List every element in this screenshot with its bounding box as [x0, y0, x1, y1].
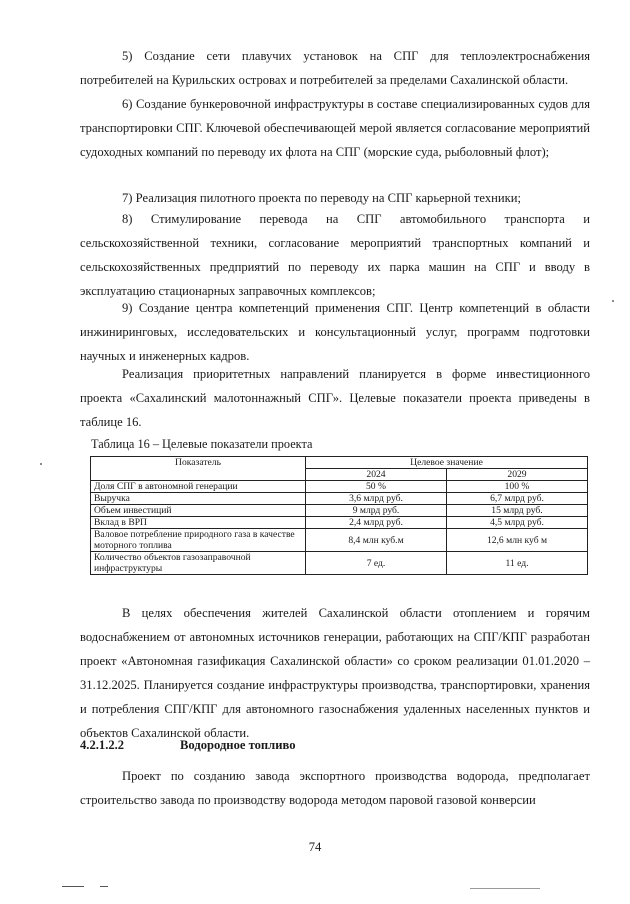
- paragraph-item-5: 5) Создание сети плавучих установок на СПГ для теплоэлектроснабжения потребителей на Курильских островах и потребителей за пределами Сахалинской области.: [80, 49, 590, 87]
- row-value-2024: 9 млрд руб.: [306, 505, 447, 517]
- header-target-value: Целевое значение: [306, 457, 588, 469]
- row-value-2024: 8,4 млн куб.м: [306, 529, 447, 552]
- row-name: Выручка: [91, 493, 306, 505]
- scan-artifact: [62, 886, 84, 887]
- header-year-2024: 2024: [306, 469, 447, 481]
- paragraph-implementation: Реализация приоритетных направлений планируется в форме инвестиционного проекта «Сахалинский малотоннажный СПГ». Целевые показатели проекта приведены в таблице 16.: [80, 367, 590, 429]
- section-number: 4.2.1.2.2: [80, 738, 125, 752]
- row-name: Объем инвестиций: [91, 505, 306, 517]
- targets-table: [90, 456, 588, 575]
- table-row: [91, 552, 588, 575]
- row-value-2029: 12,6 млн куб м: [447, 529, 588, 552]
- table-row: [91, 529, 588, 552]
- table-row: [91, 481, 588, 493]
- scan-artifact: [100, 886, 108, 887]
- row-name: Валовое потребление природного газа в качестве моторного топлива: [91, 529, 306, 552]
- row-name: Вклад в ВРП: [91, 517, 306, 529]
- scan-artifact: [470, 888, 540, 889]
- table-caption: Таблица 16 – Целевые показатели проекта: [91, 437, 313, 451]
- row-value-2024: 50 %: [306, 481, 447, 493]
- header-indicator: Показатель: [91, 457, 306, 481]
- section-title: Водородное топливо: [180, 738, 296, 752]
- table-row: [91, 493, 588, 505]
- row-value-2029: 4,5 млрд руб.: [447, 517, 588, 529]
- row-name: Доля СПГ в автономной генерации: [91, 481, 306, 493]
- row-value-2029: 11 ед.: [447, 552, 588, 575]
- table-row: [91, 517, 588, 529]
- table-row: [91, 505, 588, 517]
- page-number: 74: [308, 840, 322, 854]
- paragraph-item-9: 9) Создание центра компетенций применения СПГ. Центр компетенций в области инжиниринговых, исследовательских и консультационный услуг, программ подготовки научных и инженерных кадров.: [80, 301, 590, 363]
- paragraph-hydrogen: Проект по созданию завода экспортного производства водорода, предполагает строительство завода по производству водорода методом паровой газовой конверсии: [80, 769, 590, 807]
- scan-dot: [40, 463, 42, 465]
- paragraph-autonomous-gasification: В целях обеспечения жителей Сахалинской области отоплением и горячим водоснабжением от автономных источников генерации, работающих на СПГ/КПГ разработан проект «Автономная газификация Сахалинской области» со сроком реализации 01.01.2020 – 31.12.2025. Планируется создание инфраструктуры производства, транспортировки, хранения и потребления СПГ/КПГ для автономного газоснабжения удаленных населенных пунктов и объектов Сахалинской области.: [80, 606, 590, 740]
- row-name: Количество объектов газозаправочной инфраструктуры: [91, 552, 306, 575]
- row-value-2024: 2,4 млрд руб.: [306, 517, 447, 529]
- header-year-2029: 2029: [447, 469, 588, 481]
- paragraph-item-7: 7) Реализация пилотного проекта по переводу на СПГ карьерной техники;: [122, 191, 521, 205]
- paragraph-item-6: 6) Создание бункеровочной инфраструктуры в составе специализированных судов для транспортировки СПГ. Ключевой обеспечивающей мерой является согласование мероприятий судоходных компаний по переводу их флота на СПГ (морские суда, рыболовный флот);: [80, 97, 590, 159]
- scan-dot: [612, 300, 614, 302]
- paragraph-item-8: 8) Стимулирование перевода на СПГ автомобильного транспорта и сельскохозяйственной техники, согласование мероприятий транспортных компаний и сельскохозяйственных предприятий по переводу их парка машин на СПГ и вводу в эксплуатацию стационарных заправочных комплексов;: [80, 212, 590, 298]
- row-value-2024: 3,6 млрд руб.: [306, 493, 447, 505]
- row-value-2029: 15 млрд руб.: [447, 505, 588, 517]
- row-value-2024: 7 ед.: [306, 552, 447, 575]
- row-value-2029: 6,7 млрд руб.: [447, 493, 588, 505]
- table-header-row: [91, 457, 588, 469]
- row-value-2029: 100 %: [447, 481, 588, 493]
